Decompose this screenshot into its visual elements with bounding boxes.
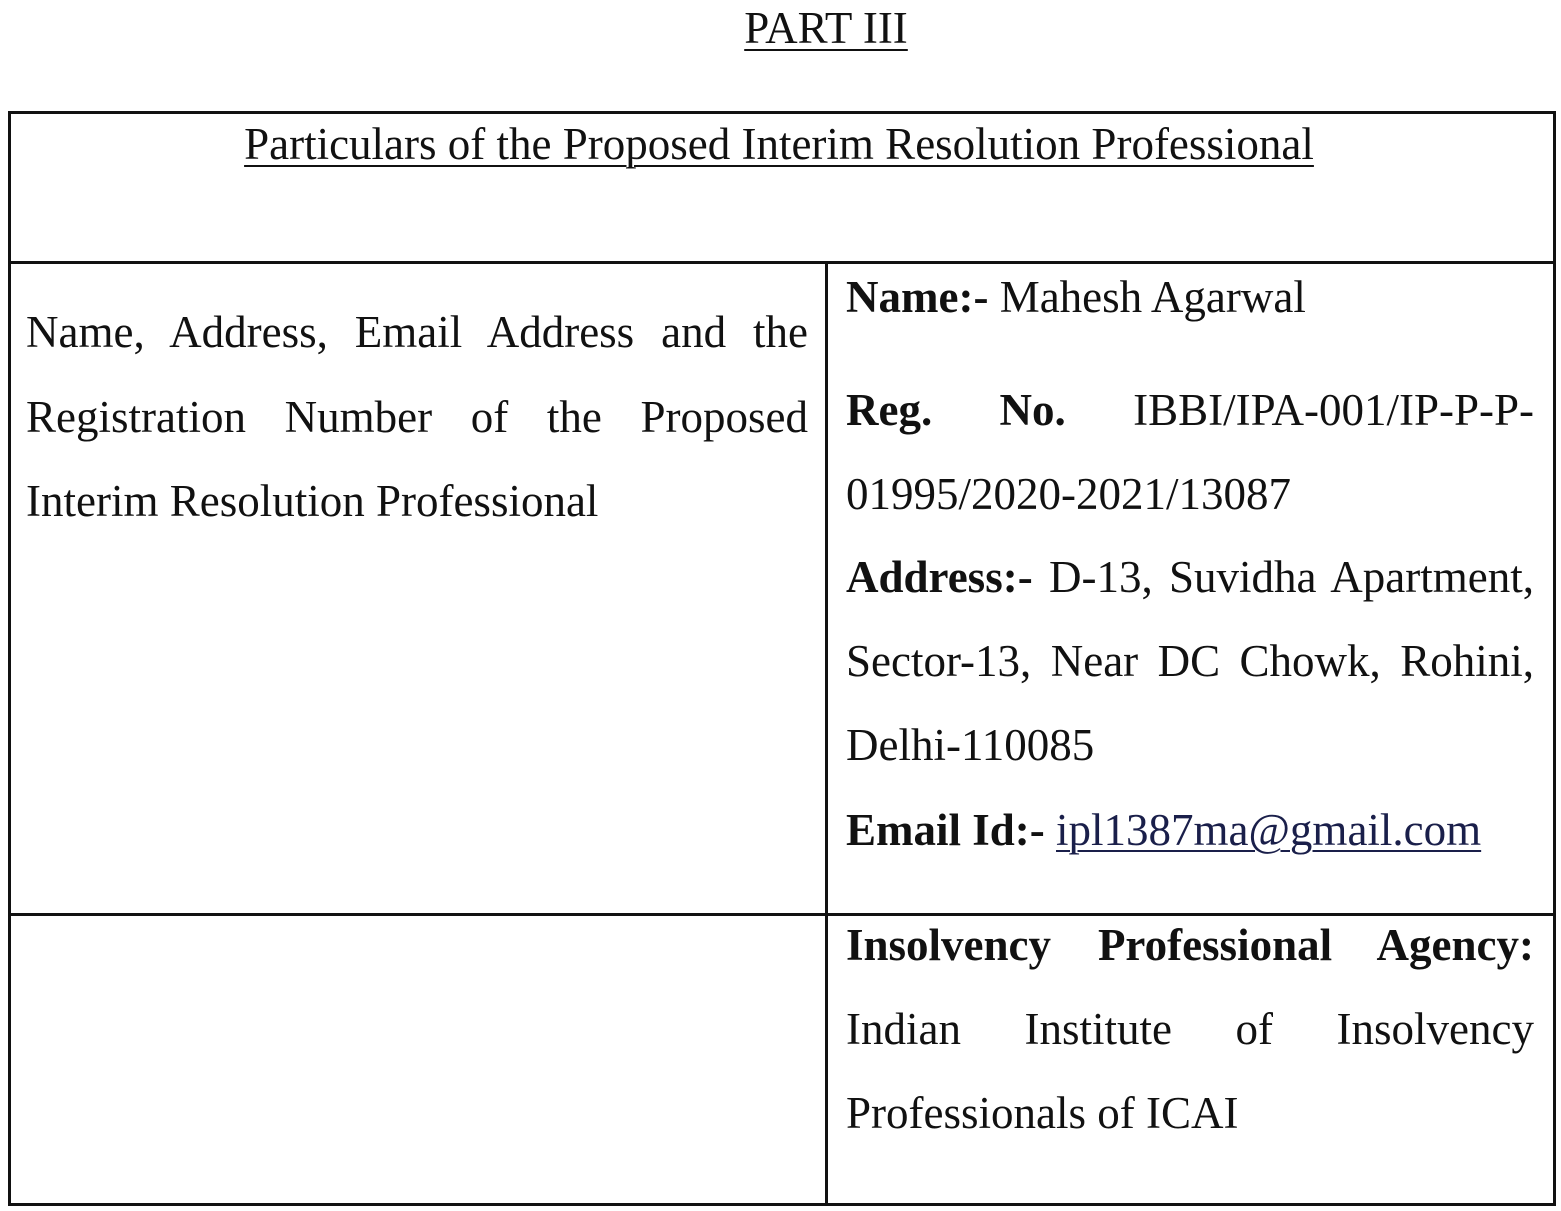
address-value: D-13, Suvidha Apartment, Sector-13, Near DC Chowk, Rohini, Delhi-110085 xyxy=(846,552,1534,770)
column-divider xyxy=(825,913,828,1206)
irp-name xyxy=(846,255,1534,339)
part-title: PART III xyxy=(744,3,908,53)
insolvency-agency xyxy=(846,903,1534,1155)
email-label: Email Id:- xyxy=(846,805,1045,855)
irp-registration xyxy=(846,368,1534,536)
reg-label: Reg. No. xyxy=(846,385,1066,435)
reg-value: IBBI/IPA-001/IP-P-P-01995/2020-2021/13087 xyxy=(846,385,1534,519)
name-label: Name:- xyxy=(846,272,989,322)
column-divider xyxy=(825,261,828,916)
address-label: Address:- xyxy=(846,552,1033,602)
email-link[interactable]: ipl1387ma@gmail.com xyxy=(1056,805,1482,855)
irp-email xyxy=(846,788,1534,872)
section-heading: Particulars of the Proposed Interim Resolution Professional xyxy=(244,119,1314,169)
irp-address xyxy=(846,535,1534,787)
name-value: Mahesh Agarwal xyxy=(988,272,1306,322)
agency-label: Insolvency Professional Agency: xyxy=(846,920,1534,970)
agency-value: Indian Institute of Insolvency Professionals of ICAI xyxy=(846,1004,1534,1138)
field-description: Name, Address, Email Address and the Registration Number of the Proposed Interim Resolution Professional xyxy=(26,307,808,526)
